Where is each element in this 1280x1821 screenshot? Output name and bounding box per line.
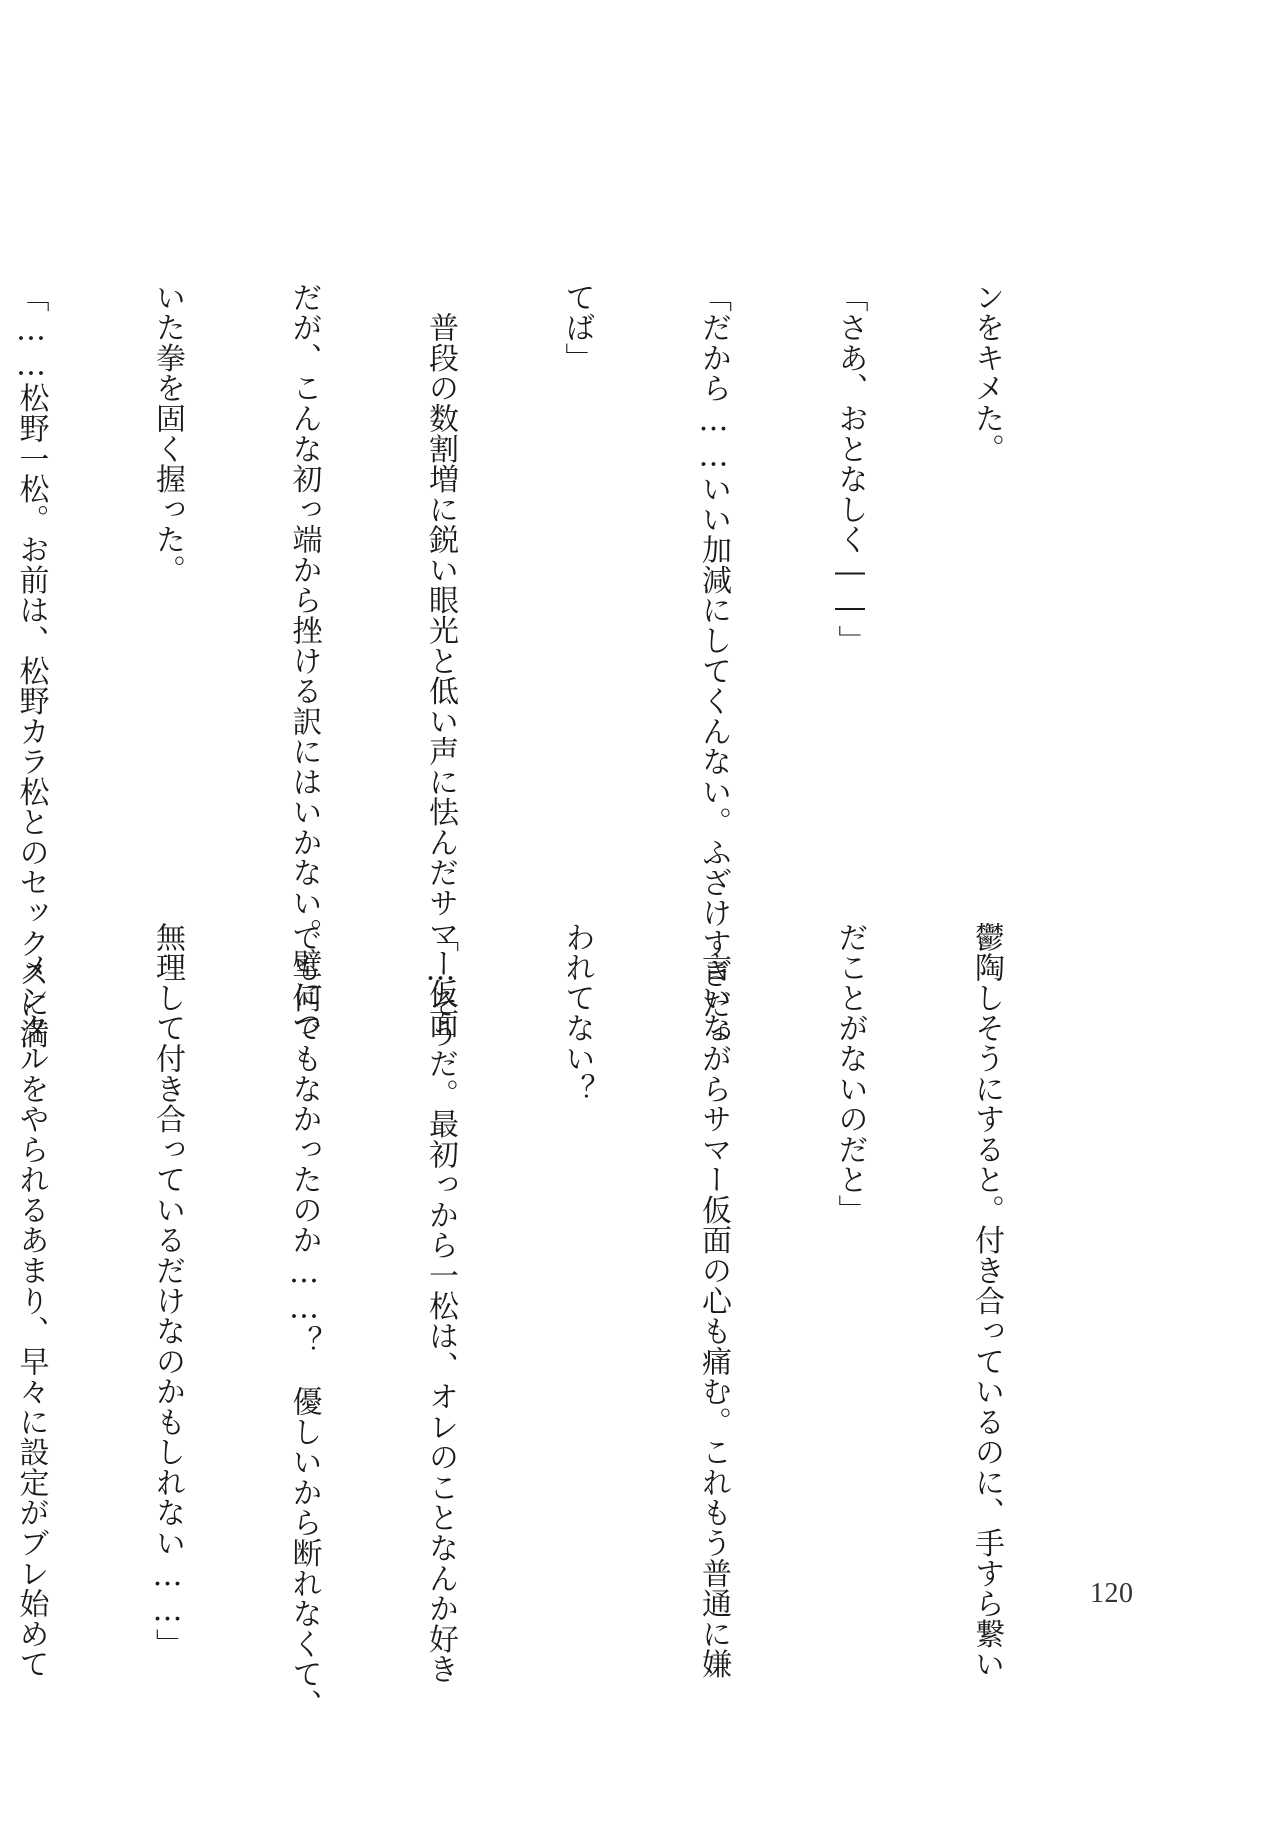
- text-line: われてない？: [559, 922, 595, 1104]
- text-line: だが、こんな初っ端から挫ける訳にはいかない。壁につ: [286, 282, 322, 1039]
- lower-text-block: [13, 922, 1100, 1720]
- text-line: 鬱陶しそうにすると。付き合っているのに、手すら繋い: [969, 922, 1004, 1679]
- text-line: 「さあ、おとなしく――」: [832, 282, 868, 656]
- text-line: 「…そうだ。最初っから一松は、オレのことなんか好き: [423, 922, 458, 1684]
- text-line: メンタルをやられるあまり、早々に設定がブレ始めて: [13, 922, 49, 1680]
- text-line: てば」: [559, 282, 595, 373]
- text-line: ンをキメた。: [969, 282, 1004, 464]
- text-line: 普段の数割増に鋭い眼光と低い声に怯んだサマー仮面: [423, 282, 458, 1040]
- text-line: 言いながらサマー仮面の心も痛む。これもう普通に嫌: [696, 922, 731, 1679]
- text-line: 無理して付き合っているだけなのかもしれない……」: [150, 922, 185, 1659]
- text-line: 「だから……いい加減にしてくんない。ふざけすぎだっ: [696, 282, 731, 1049]
- text-line: 「……松野一松。お前は、松野カラ松とのセックスに満: [13, 282, 49, 1049]
- text-line: だことがないのだと」: [832, 922, 868, 1225]
- page-number: 120: [1090, 1578, 1134, 1609]
- text-line: いた拳を固く握った。: [150, 282, 185, 585]
- text-line: でも何でもなかったのか……？ 優しいから断れなくて、: [286, 922, 322, 1720]
